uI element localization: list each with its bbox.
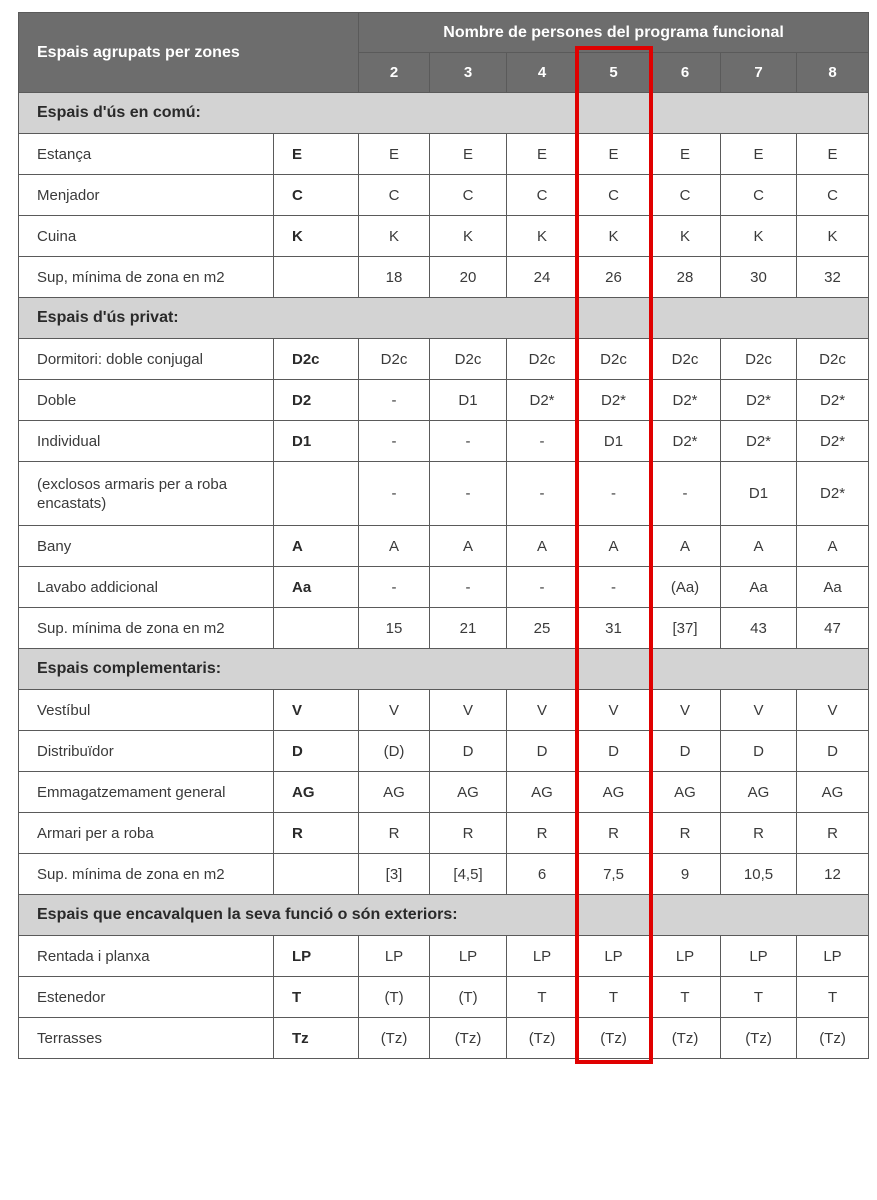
value-cell: D: [507, 731, 578, 772]
table-row: [19, 380, 869, 421]
space-code: D: [274, 731, 359, 772]
table-row: [19, 936, 869, 977]
value-cell: LP: [721, 936, 797, 977]
value-cell: (Tz): [359, 1018, 430, 1059]
value-cell: E: [650, 134, 721, 175]
value-cell: C: [578, 175, 650, 216]
value-cell: V: [359, 690, 430, 731]
value-cell: E: [578, 134, 650, 175]
value-cell: AG: [721, 772, 797, 813]
value-cell: LP: [359, 936, 430, 977]
value-cell: A: [507, 526, 578, 567]
value-cell: T: [797, 977, 869, 1018]
space-name: Doble: [19, 380, 274, 421]
value-cell: D2c: [359, 339, 430, 380]
space-code: C: [274, 175, 359, 216]
space-name: Armari per a roba: [19, 813, 274, 854]
value-cell: 26: [578, 257, 650, 298]
value-cell: AG: [650, 772, 721, 813]
space-name: (exclosos armaris per a roba encastats): [19, 462, 274, 526]
value-cell: 31: [578, 608, 650, 649]
space-code: A: [274, 526, 359, 567]
value-cell: -: [430, 567, 507, 608]
space-name: Bany: [19, 526, 274, 567]
value-cell: D2*: [797, 462, 869, 526]
value-cell: C: [650, 175, 721, 216]
space-name: Rentada i planxa: [19, 936, 274, 977]
value-cell: (Tz): [507, 1018, 578, 1059]
value-cell: 28: [650, 257, 721, 298]
value-cell: V: [507, 690, 578, 731]
value-cell: 7,5: [578, 854, 650, 895]
table-body: [19, 93, 869, 1059]
value-cell: (Tz): [430, 1018, 507, 1059]
value-cell: V: [721, 690, 797, 731]
value-cell: T: [721, 977, 797, 1018]
value-cell: LP: [650, 936, 721, 977]
value-cell: (Tz): [578, 1018, 650, 1059]
space-name: Estenedor: [19, 977, 274, 1018]
value-cell: D2*: [797, 380, 869, 421]
space-name: Distribuïdor: [19, 731, 274, 772]
value-cell: AG: [578, 772, 650, 813]
table-row: [19, 462, 869, 526]
value-cell: 9: [650, 854, 721, 895]
persons-count-header: 5: [578, 53, 650, 93]
value-cell: -: [430, 421, 507, 462]
value-cell: Aa: [721, 567, 797, 608]
value-cell: (Aa): [650, 567, 721, 608]
table-row: [19, 977, 869, 1018]
value-cell: 30: [721, 257, 797, 298]
space-code: [274, 257, 359, 298]
value-cell: 20: [430, 257, 507, 298]
space-code: [274, 462, 359, 526]
value-cell: Aa: [797, 567, 869, 608]
space-code: E: [274, 134, 359, 175]
value-cell: -: [430, 462, 507, 526]
value-cell: D: [650, 731, 721, 772]
value-cell: 15: [359, 608, 430, 649]
value-cell: AG: [507, 772, 578, 813]
table-row: [19, 216, 869, 257]
space-name: Sup. mínima de zona en m2: [19, 854, 274, 895]
space-name: Terrasses: [19, 1018, 274, 1059]
value-cell: D1: [721, 462, 797, 526]
value-cell: E: [507, 134, 578, 175]
value-cell: (D): [359, 731, 430, 772]
value-cell: A: [430, 526, 507, 567]
space-name: Menjador: [19, 175, 274, 216]
value-cell: D2*: [721, 380, 797, 421]
value-cell: AG: [359, 772, 430, 813]
table-container: [18, 12, 868, 1059]
value-cell: V: [797, 690, 869, 731]
space-code: D1: [274, 421, 359, 462]
space-code: Aa: [274, 567, 359, 608]
value-cell: D2*: [797, 421, 869, 462]
space-name: Sup. mínima de zona en m2: [19, 608, 274, 649]
section-row: [19, 93, 869, 134]
value-cell: D2*: [721, 421, 797, 462]
value-cell: 21: [430, 608, 507, 649]
value-cell: (Tz): [721, 1018, 797, 1059]
value-cell: 47: [797, 608, 869, 649]
value-cell: 18: [359, 257, 430, 298]
persons-header: Nombre de persones del programa funcional: [359, 13, 869, 53]
value-cell: (Tz): [650, 1018, 721, 1059]
table-row: [19, 175, 869, 216]
space-name: Estança: [19, 134, 274, 175]
space-code: [274, 608, 359, 649]
value-cell: [37]: [650, 608, 721, 649]
value-cell: C: [507, 175, 578, 216]
value-cell: -: [359, 567, 430, 608]
value-cell: V: [650, 690, 721, 731]
space-name: Sup, mínima de zona en m2: [19, 257, 274, 298]
value-cell: -: [507, 567, 578, 608]
space-code: T: [274, 977, 359, 1018]
value-cell: 6: [507, 854, 578, 895]
value-cell: -: [359, 462, 430, 526]
value-cell: (Tz): [797, 1018, 869, 1059]
spaces-table: [18, 12, 869, 1059]
value-cell: R: [430, 813, 507, 854]
section-title: Espais d'ús privat:: [19, 298, 869, 339]
value-cell: C: [359, 175, 430, 216]
value-cell: (T): [359, 977, 430, 1018]
table-row: [19, 854, 869, 895]
value-cell: A: [359, 526, 430, 567]
value-cell: R: [650, 813, 721, 854]
space-name: Vestíbul: [19, 690, 274, 731]
value-cell: D2c: [650, 339, 721, 380]
value-cell: K: [650, 216, 721, 257]
value-cell: AG: [430, 772, 507, 813]
table-row: [19, 772, 869, 813]
section-title: Espais que encavalquen la seva funció o són exteriors:: [19, 895, 869, 936]
space-code: K: [274, 216, 359, 257]
persons-count-header: 6: [650, 53, 721, 93]
space-code: D2c: [274, 339, 359, 380]
value-cell: AG: [797, 772, 869, 813]
table-row: [19, 731, 869, 772]
value-cell: K: [797, 216, 869, 257]
value-cell: D: [578, 731, 650, 772]
value-cell: A: [578, 526, 650, 567]
value-cell: C: [797, 175, 869, 216]
value-cell: V: [430, 690, 507, 731]
space-name: Individual: [19, 421, 274, 462]
value-cell: D2c: [578, 339, 650, 380]
section-title: Espais d'ús en comú:: [19, 93, 869, 134]
value-cell: LP: [430, 936, 507, 977]
value-cell: D: [721, 731, 797, 772]
value-cell: K: [578, 216, 650, 257]
value-cell: A: [797, 526, 869, 567]
space-code: AG: [274, 772, 359, 813]
table-row: [19, 690, 869, 731]
value-cell: -: [578, 462, 650, 526]
value-cell: A: [650, 526, 721, 567]
value-cell: K: [430, 216, 507, 257]
persons-count-header: 3: [430, 53, 507, 93]
persons-count-header: 4: [507, 53, 578, 93]
value-cell: 24: [507, 257, 578, 298]
section-title: Espais complementaris:: [19, 649, 869, 690]
table-row: [19, 1018, 869, 1059]
space-code: D2: [274, 380, 359, 421]
value-cell: T: [507, 977, 578, 1018]
space-name: Cuina: [19, 216, 274, 257]
value-cell: LP: [507, 936, 578, 977]
value-cell: D1: [430, 380, 507, 421]
value-cell: D2*: [650, 380, 721, 421]
space-name: Emmagatzemament general: [19, 772, 274, 813]
value-cell: D2c: [430, 339, 507, 380]
value-cell: [4,5]: [430, 854, 507, 895]
section-row: [19, 895, 869, 936]
value-cell: LP: [797, 936, 869, 977]
space-name: Dormitori: doble conjugal: [19, 339, 274, 380]
value-cell: 43: [721, 608, 797, 649]
table-row: [19, 608, 869, 649]
space-name: Lavabo addicional: [19, 567, 274, 608]
value-cell: [3]: [359, 854, 430, 895]
value-cell: E: [359, 134, 430, 175]
value-cell: V: [578, 690, 650, 731]
value-cell: D2*: [650, 421, 721, 462]
value-cell: (T): [430, 977, 507, 1018]
persons-count-header: 8: [797, 53, 869, 93]
value-cell: D1: [578, 421, 650, 462]
value-cell: -: [507, 421, 578, 462]
section-row: [19, 649, 869, 690]
value-cell: R: [797, 813, 869, 854]
value-cell: K: [721, 216, 797, 257]
table-row: [19, 134, 869, 175]
value-cell: E: [430, 134, 507, 175]
value-cell: -: [359, 421, 430, 462]
value-cell: 12: [797, 854, 869, 895]
value-cell: E: [721, 134, 797, 175]
value-cell: T: [578, 977, 650, 1018]
value-cell: K: [359, 216, 430, 257]
table-row: [19, 421, 869, 462]
value-cell: 32: [797, 257, 869, 298]
value-cell: D2*: [578, 380, 650, 421]
value-cell: -: [359, 380, 430, 421]
space-code: [274, 854, 359, 895]
persons-count-header: 2: [359, 53, 430, 93]
value-cell: R: [507, 813, 578, 854]
value-cell: D: [797, 731, 869, 772]
space-code: Tz: [274, 1018, 359, 1059]
value-cell: K: [507, 216, 578, 257]
value-cell: R: [578, 813, 650, 854]
value-cell: T: [650, 977, 721, 1018]
value-cell: A: [721, 526, 797, 567]
value-cell: -: [650, 462, 721, 526]
value-cell: C: [721, 175, 797, 216]
value-cell: D2c: [721, 339, 797, 380]
value-cell: R: [721, 813, 797, 854]
value-cell: 10,5: [721, 854, 797, 895]
value-cell: -: [507, 462, 578, 526]
value-cell: 25: [507, 608, 578, 649]
value-cell: E: [797, 134, 869, 175]
persons-count-header: 7: [721, 53, 797, 93]
value-cell: D: [430, 731, 507, 772]
space-code: LP: [274, 936, 359, 977]
space-code: V: [274, 690, 359, 731]
value-cell: R: [359, 813, 430, 854]
value-cell: D2c: [507, 339, 578, 380]
table-row: [19, 567, 869, 608]
section-row: [19, 298, 869, 339]
group-header: Espais agrupats per zones: [19, 13, 359, 93]
value-cell: LP: [578, 936, 650, 977]
table-row: [19, 257, 869, 298]
table-row: [19, 526, 869, 567]
value-cell: D2*: [507, 380, 578, 421]
value-cell: D2c: [797, 339, 869, 380]
table-row: [19, 813, 869, 854]
value-cell: -: [578, 567, 650, 608]
value-cell: C: [430, 175, 507, 216]
table-row: [19, 339, 869, 380]
space-code: R: [274, 813, 359, 854]
